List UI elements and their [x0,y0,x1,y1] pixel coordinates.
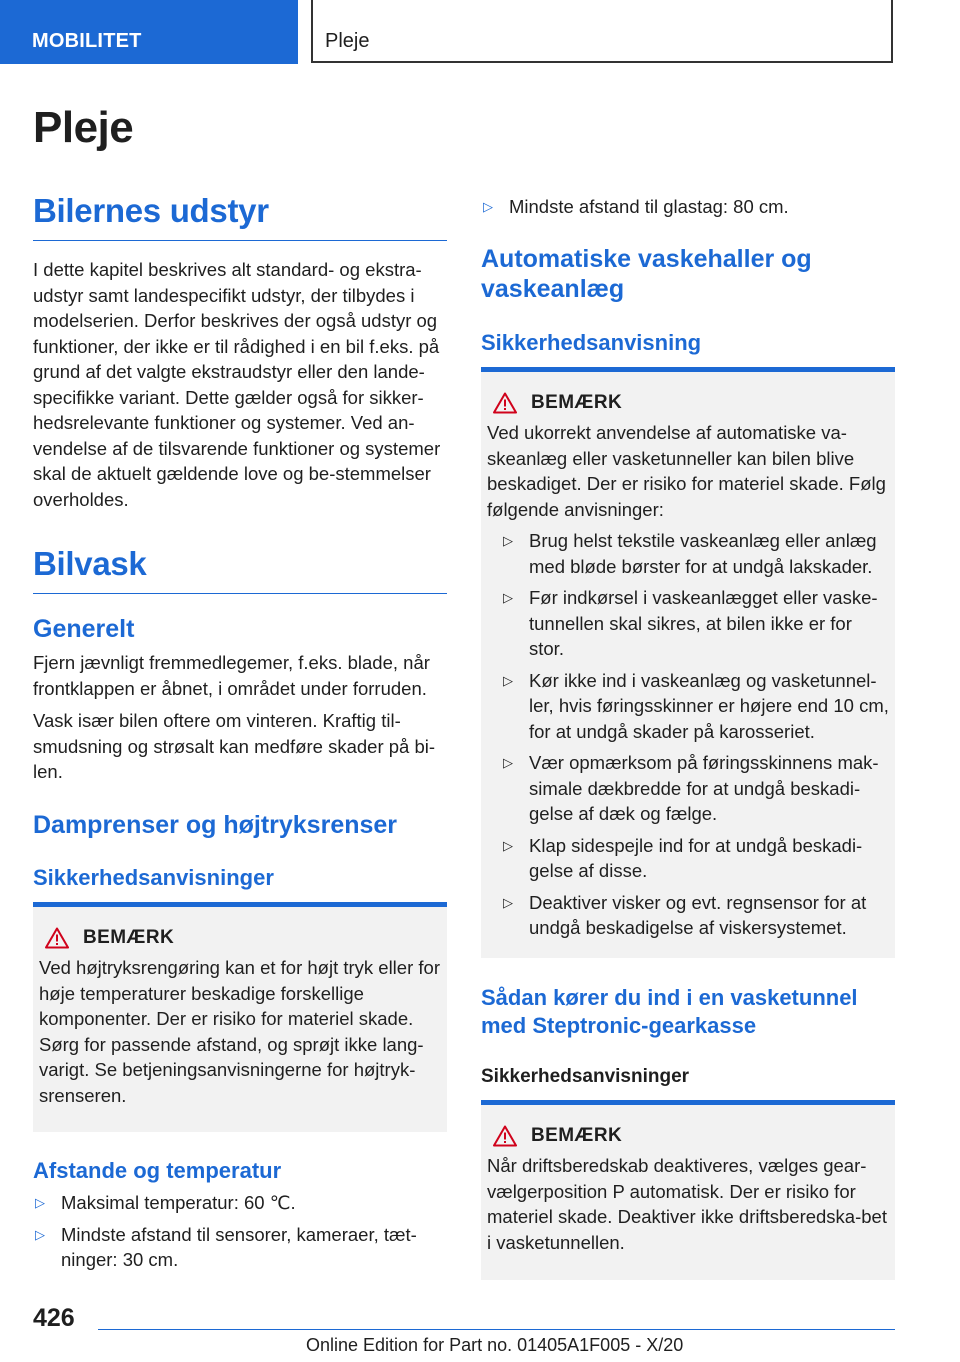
triangle-bullet-icon: ▷ [503,837,513,853]
heading-sikkerhedsanvisning: Sikkerhedsanvisning [481,330,702,355]
triangle-bullet-icon: ▷ [503,533,513,548]
page-title: Pleje [33,103,134,152]
udstyr-paragraph: I dette kapitel beskrives alt standard- og ekstra-udstyr samt landespecifikt udstyr, der tilbydes i modelserien. Derfor beskrives der også udstyr og funktioner, der ikke er til rådighed i en bil f.eks. på grund af det valgte ekstraudstyr eller den lande-specifikke variant. Dette gælder også for sikker-hedsrelevante funktioner og systemer. Ved an-vendelse af de tilsvarende funktioner og systemer skal de aktuelt gældende love og be-stemmelser overholdes. [33,259,441,510]
list-item: ▷ Brug helst tekstile vaskeanlæg eller anlæg med bløde børster for at undgå lakskader. [503,530,877,577]
notice-box-tunnel [481,1100,895,1280]
list-item: ▷ Vær opmærksom på føringsskinnens mak-simale dækbredde for at undgå beskadi-gelse af dæk og fælge. [503,752,879,824]
list-item: ▷ Mindste afstand til glastag: 80 cm. [481,194,895,220]
triangle-bullet-icon: ▷ [483,199,493,214]
header-chapter-box [311,0,893,63]
triangle-bullet-icon: ▷ [503,755,513,770]
notice-label: BEMÆRK [531,392,623,413]
triangle-bullet-icon: ▷ [503,894,513,910]
triangle-bullet-icon: ▷ [503,672,513,688]
heading-sikkerhedsanvisninger: Sikkerhedsanvisninger [33,865,274,890]
heading-bilvask: Bilvask [33,545,447,594]
triangle-bullet-icon: ▷ [503,590,513,605]
list-item: ▷ Maksimal temperatur: 60 ℃. [33,1190,447,1216]
page-number: 426 [33,1304,75,1332]
list-item: ▷ Deaktiver visker og evt. regnsensor for at undgå beskadigelse af viskersystemet. [503,891,867,938]
notice-box-vaskeanlaeg [481,367,895,958]
notice-text: Når driftsberedskab deaktiveres, vælges gear-vælgerposition P automatisk. Der er risiko for materiel skade. Deaktiver ikke driftsberedska-bet i vasketunnellen. [487,1155,887,1253]
heading-automatiske-vaskehaller: Automatiske vaskehaller og vaskeanlæg [481,245,812,303]
notice-header [487,1125,889,1147]
list-item: ▷ Klap sidespejle ind for at undgå beskadi-gelse af disse. [503,834,863,881]
generelt-paragraph-2: Vask især bilen oftere om vinteren. Kraftig til-smudsning og strøsalt kan medføre skader på bi-len. [33,710,436,782]
header-section-tab [0,0,298,64]
list-item: ▷ Før indkørsel i vaskeanlægget eller vaske-tunnellen skal sikres, at bilen ikke er for stor. [503,587,878,659]
footer-edition-text: Online Edition for Part no. 01405A1F005 - X/20 [306,1335,684,1355]
warning-triangle-icon [45,927,69,949]
notice-instructions-list [487,528,889,941]
notice-label: BEMÆRK [531,1125,623,1146]
notice-header [487,392,889,414]
list-item: ▷ Mindste afstand til sensorer, kameraer, tæt-ninger: 30 cm. [35,1223,417,1270]
footer-divider [98,1329,895,1330]
heading-generelt: Generelt [33,615,135,643]
heading-afstande: Afstande og temperatur [33,1158,282,1183]
list-item: ▷ Kør ikke ind i vaskeanlæg og vasketunnel-ler, hvis føringsskinner er højere end 10 cm, for at undgå skader på karosseriet. [503,669,889,742]
header-chapter-label: Pleje [325,30,370,52]
triangle-bullet-icon: ▷ [35,1226,45,1242]
warning-triangle-icon [493,1125,517,1147]
afstande-list [33,1190,447,1279]
heading-sikkerhedsanvisninger-tunnel: Sikkerhedsanvisninger [481,1066,690,1087]
warning-triangle-icon [493,392,517,414]
heading-vasketunnel-steptronic: Sådan kører du ind i en vasketunnel med Steptronic-gearkasse [481,985,858,1038]
generelt-paragraph-1: Fjern jævnligt fremmedlegemer, f.eks. blade, når frontklappen er åbnet, i området under forruden. [33,652,430,699]
heading-damprenser: Damprenser og højtryksrenser [33,811,398,839]
notice-text: Ved højtryksrengøring kan et for højt tryk eller for høje temperaturer beskadige forskellige komponenter. Der er risiko for materiel skade. Sørg for passende afstand, og sprøjt ikke lang-varigt. Se betjeningsanvisningerne for højtryk-srenseren. [39,957,440,1106]
header-section-label: MOBILITET [32,30,142,52]
glastag-list [481,194,895,226]
heading-bilernes-udstyr: Bilernes udstyr [33,192,447,241]
notice-label: BEMÆRK [83,927,175,948]
triangle-bullet-icon: ▷ [35,1195,45,1210]
notice-box-damp [33,902,447,1132]
notice-header [39,927,441,949]
notice-text: Ved ukorrekt anvendelse af automatiske va-skeanlæg eller vasketunneller kan bilen blive beskadiget. Der er risiko for materiel skade. Følg følgende anvisninger: [487,422,886,520]
